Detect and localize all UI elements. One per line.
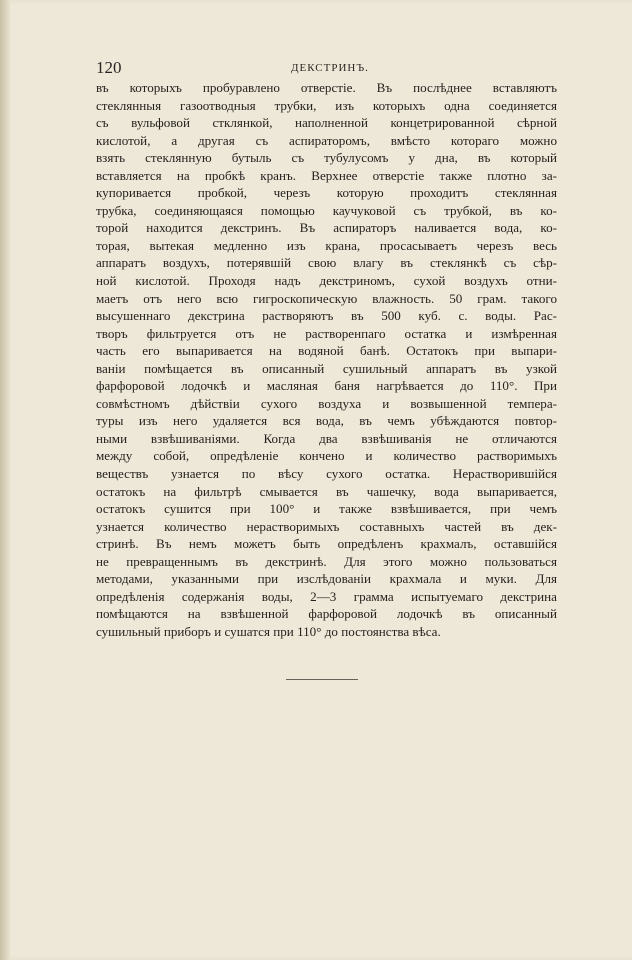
text-line: часть его выпаривается на водяной банѣ. Остатокъ при выпари- [96,343,557,359]
page-header [96,58,556,80]
text-line: узнается количество нерастворимыхъ составныхъ частей въ дек- [96,518,557,534]
running-title: ДЕКСТРИНЪ. [291,62,369,74]
text-line: въ которыхъ пробуравлено отверстіе. Въ послѣднее вставляютъ [96,80,557,95]
section-divider [286,679,358,680]
text-line: кислотой, а другая съ аспираторомъ, вмѣсто котораго можно [96,132,557,148]
text-line: остатокъ сушится при 100° и также взвѣшивается, при чемъ [96,501,557,517]
text-line: фарфоровой лодочкѣ и масляная баня нагрѣвается до 110°. При [96,378,557,394]
text-line: высушеннаго декстрина растворяютъ въ 500 куб. с. воды. Рас- [96,308,557,324]
text-line: взять стеклянную бутыль съ тубулусомъ у дна, въ который [96,150,557,166]
text-line: торая, вытекая медленно изъ крана, просасываетъ черезъ весь [96,237,557,253]
text-line: совмѣстномъ дѣйствіи сухого воздуха и возвышенной темпера- [96,395,557,411]
text-line: стринѣ. Въ немъ можетъ быть опредѣленъ крахмалъ, оставшійся [96,536,557,552]
page-number: 120 [96,58,122,77]
text-line: сушильный приборъ и сушатся при 110° до постоянства вѣса. [96,623,441,639]
text-line: купоривается пробкой, черезъ которую проходитъ стеклянная [96,185,557,201]
text-line: остатокъ на фильтрѣ смывается въ чашечку, вода выпаривается, [96,483,557,499]
text-line: творъ фильтруется отъ не растворенпаго остатка и измѣренная [96,325,557,341]
text-line: съ вульфовой стклянкой, наполненной концетрированной сѣрной [96,115,557,131]
text-line: туры изъ него удаляется вся вода, въ чемъ убѣждаются повтор- [96,413,557,429]
text-line: ными взвѣшиваніями. Когда два взвѣшиванія не отличаются [96,430,557,446]
text-line: стеклянныя газоотводныя трубки, изъ которыхъ одна соединяется [96,97,557,113]
text-line: торой находится декстринъ. Въ аспираторъ наливается вода, ко- [96,220,557,236]
text-line: вставляется на пробкѣ кранъ. Верхнее отверстіе также плотно за- [96,167,557,183]
body-text [96,79,557,641]
text-line: веществъ узнается по вѣсу сухого остатка. Нерастворившійся [96,466,557,482]
text-line: методами, указанными при изслѣдованіи крахмала и муки. Для [96,571,557,587]
page-binding-edge [0,0,10,960]
text-line: трубка, соединяющаяся помощью каучуковой съ трубкой, въ ко- [96,202,557,218]
text-line: опредѣленія содержанія воды, 2—3 грамма испытуемаго декстрина [96,588,557,604]
text-line: маетъ отъ него всю гигроскопическую влажность. 50 грам. такого [96,290,557,306]
text-line: между собой, опредѣленіе кончено и количество растворимыхъ [96,448,557,464]
text-line: помѣщаются на взвѣшенной фарфоровой лодочкѣ въ описанный [96,606,557,622]
text-line: ваніи помѣщается въ описанный сушильный аппаратъ въ узкой [96,360,557,376]
text-line: не превращеннымъ въ декстринѣ. Для этого можно пользоваться [96,553,557,569]
text-line: ной кислотой. Проходя надъ декстриномъ, сухой воздухъ отни- [96,273,557,289]
text-line: аппаратъ воздухъ, потерявшій свою влагу въ стеклянкѣ съ сѣр- [96,255,557,271]
